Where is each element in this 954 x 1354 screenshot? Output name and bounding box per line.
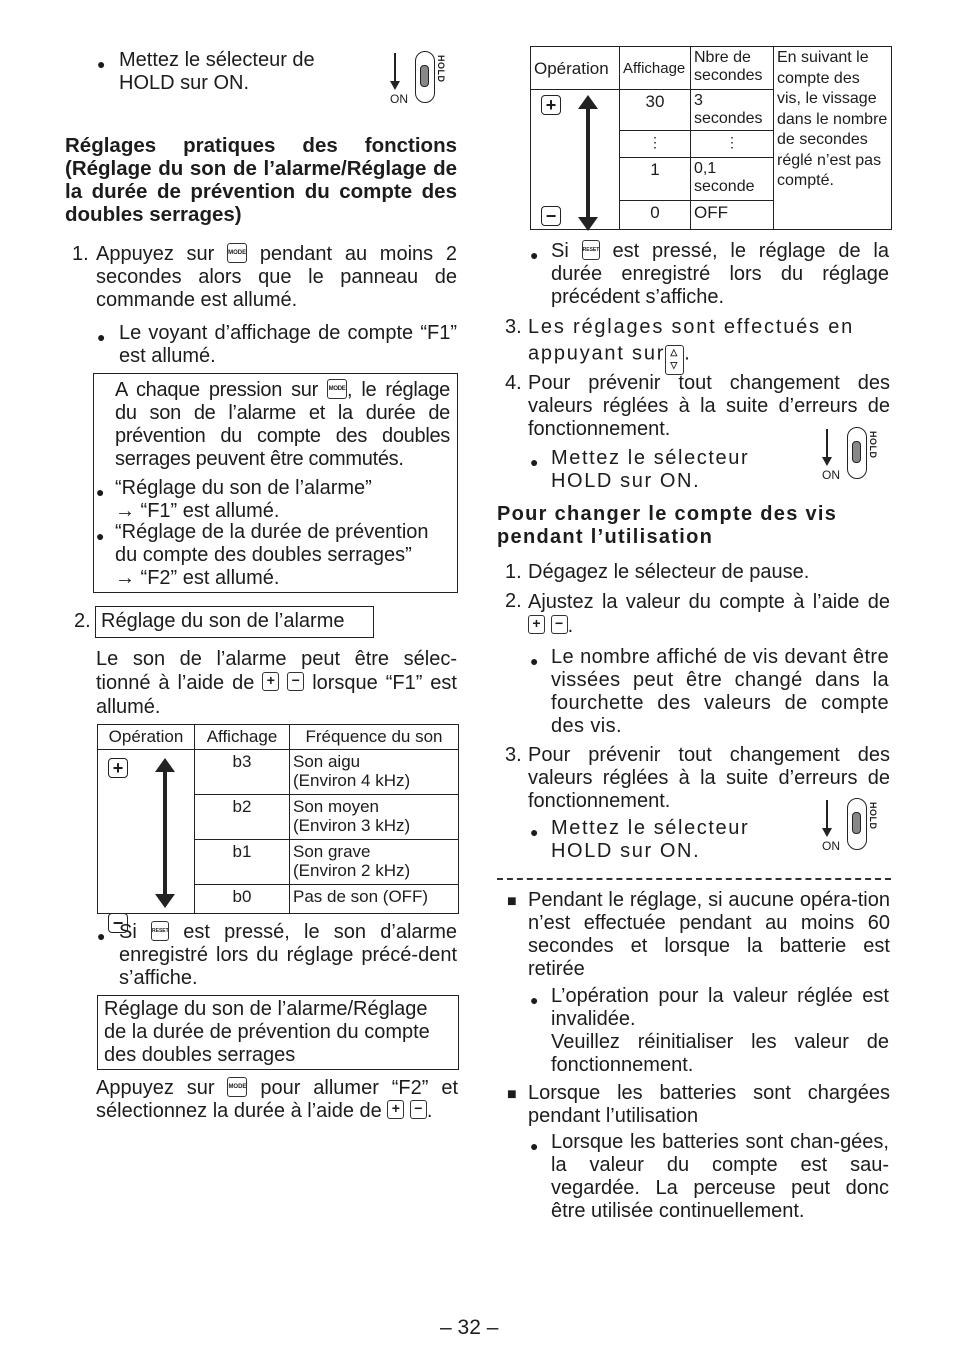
square-bullet-icon: ■ xyxy=(507,1086,517,1103)
note-battery-bullet: Lorsque les batteries sont chan-gées, la valeur du compte est sau-vegardée. La perceuse peut donc être utilisée continuellement. xyxy=(551,1131,889,1222)
table-cell: 0 xyxy=(620,201,691,230)
on-label: ON xyxy=(390,92,408,106)
table-note: En suivant le compte des vis, le vissage dans le nombre de secondes réglé n’est pas compté. xyxy=(774,47,892,230)
s2-bullet: Le nombre affiché de vis devant être vissées peut être changé dans la fourchette des valeurs de compte des vis. xyxy=(551,646,889,737)
s2-text: Ajustez la valeur du compte à l’aide de + − . xyxy=(528,591,890,637)
table-cell: b1 xyxy=(195,840,290,885)
table-cell: b2 xyxy=(195,795,290,840)
step-number: 3. xyxy=(505,744,522,766)
table-cell: OFF xyxy=(691,201,774,230)
bullet-icon: ● xyxy=(530,454,539,470)
hold-label: HOLD xyxy=(868,802,878,830)
on-label: ON xyxy=(822,839,840,853)
on-label: ON xyxy=(822,468,840,482)
minus-key-icon: − xyxy=(287,672,304,691)
up-down-arrow-icon xyxy=(573,95,603,231)
up-down-key-icon: △ ▽ xyxy=(665,345,684,375)
square-bullet-icon: ■ xyxy=(507,893,517,910)
bullet-icon: ● xyxy=(96,484,105,500)
hold-switch-icon xyxy=(390,51,454,107)
table-cell: Son aigu (Environ 4 kHz) xyxy=(290,750,459,795)
info-box-text: A chaque pression sur MODE, le réglage du son de l’alarme et la durée de prévention du compte des doubles serrages peuvent être commutés. xyxy=(115,379,450,470)
note-battery: Lorsque les batteries sont chargées pendant l’utilisation xyxy=(528,1082,890,1127)
mode-key-icon: MODE xyxy=(327,379,347,399)
reset-note-right: Si RESET est pressé, le réglage de la durée enregistré lors du réglage précédent s’affiche. xyxy=(551,240,890,308)
minus-key-icon: − xyxy=(410,1100,427,1119)
note-inactivity: Pendant le réglage, si aucune opéra-tion n’est effectuée pendant au moins 60 secondes et lorsque la batterie est retirée xyxy=(528,889,890,980)
step2-label: Réglage du son de l’alarme xyxy=(101,610,345,632)
plus-key-icon: + xyxy=(528,615,545,634)
up-down-arrow-icon xyxy=(150,758,180,908)
dashed-divider xyxy=(497,878,891,880)
table-header: Affichage xyxy=(620,47,691,90)
step-number: 2. xyxy=(74,610,91,632)
table-cell: 30 xyxy=(620,90,691,131)
setting-box-text: Réglage du son de l’alarme/Réglage de la durée de prévention du compte des doubles serrages xyxy=(104,998,430,1066)
info-box-item-f2: “Réglage de la durée de prévention du compte des doubles serrages” → “F2” est allumé. xyxy=(115,521,429,589)
table-cell: 1 xyxy=(620,158,691,201)
hold-instruction: Mettez le sélecteur HOLD sur ON. xyxy=(551,817,750,862)
final-instruction: Appuyez sur MODE pour allumer “F2” et sélectionnez la durée à l’aide de + − . xyxy=(96,1077,458,1122)
bullet-icon: ● xyxy=(97,329,106,345)
table-cell: 3 secondes xyxy=(691,90,774,131)
bullet-icon: ● xyxy=(97,928,106,944)
plus-key-icon: + xyxy=(541,95,561,115)
table-header: Affichage xyxy=(195,725,290,750)
s1-text: Dégagez le sélecteur de pause. xyxy=(528,561,810,583)
step3-text: Les réglages sont effectués en appuyant sur △ ▽ . xyxy=(528,316,890,369)
mode-key-icon: MODE xyxy=(227,243,247,263)
hold-label: HOLD xyxy=(436,55,446,83)
step-number: 1. xyxy=(72,243,89,265)
step4-text: Pour prévenir tout changement des valeurs réglées à la suite d’erreurs de fonctionnement. xyxy=(528,372,890,440)
plus-key-icon: + xyxy=(262,672,279,691)
hold-label: HOLD xyxy=(868,431,878,459)
reset-key-icon: RESET xyxy=(582,240,600,260)
section-heading-2: Pour changer le compte des vis pendant l’utilisation xyxy=(497,503,838,548)
table-cell: Pas de son (OFF) xyxy=(290,885,459,914)
step-number: 3. xyxy=(505,316,522,338)
hold-instruction: Mettez le sélecteur HOLD sur ON. xyxy=(551,447,750,492)
step-number: 2. xyxy=(505,590,522,612)
step1-text: Appuyez sur MODE pendant au moins 2 secondes alors que le panneau de commande est allumé. xyxy=(96,243,458,311)
table-header: Opération xyxy=(531,47,620,90)
s3-text: Pour prévenir tout changement des valeurs réglées à la suite d’erreurs de fonctionnement. xyxy=(528,744,890,812)
step1-bullet: Le voyant d’affichage de compte “F1” est allumé. xyxy=(119,322,457,367)
plus-key-icon: + xyxy=(108,758,128,778)
table-header: Opération xyxy=(98,725,195,750)
reset-note: Si RESET est pressé, le son d’alarme enregistré lors du réglage précé-dent s’affiche. xyxy=(119,921,457,989)
bullet-icon: ● xyxy=(96,528,105,544)
step-number: 4. xyxy=(505,372,522,394)
minus-key-icon: − xyxy=(551,615,568,634)
minus-key-icon: − xyxy=(541,206,561,226)
bullet-icon: ● xyxy=(530,653,539,669)
table-cell: Son grave (Environ 2 kHz) xyxy=(290,840,459,885)
section-heading: Réglages pratiques des fonctions (Réglage du son de l’alarme/Réglage de la durée de prévention du compte des doubles serrages) xyxy=(65,134,457,226)
duration-table xyxy=(530,46,892,230)
step-number: 1. xyxy=(505,561,522,583)
mode-key-icon: MODE xyxy=(227,1077,247,1097)
bullet-icon: ● xyxy=(97,56,106,72)
minus-key-icon: − xyxy=(108,913,128,933)
plus-key-icon: + xyxy=(387,1100,404,1119)
table-cell: ⋮ xyxy=(691,131,774,158)
table-cell: 0,1 seconde xyxy=(691,158,774,201)
table-cell: b3 xyxy=(195,750,290,795)
bullet-icon: ● xyxy=(530,1138,539,1154)
table-header: Nbre de secondes xyxy=(691,47,774,90)
reset-key-icon: RESET xyxy=(151,921,169,941)
note-inactivity-bullet: L’opération pour la valeur réglée est invalidée. Veuillez réinitialiser les valeur de fonctionnement. xyxy=(551,985,889,1076)
operation-cell xyxy=(531,90,620,230)
hold-instruction: Mettez le sélecteur de HOLD sur ON. xyxy=(119,49,315,94)
table-header: Fréquence du son xyxy=(290,725,459,750)
table-cell: ⋮ xyxy=(620,131,691,158)
info-box-item-f1: “Réglage du son de l’alarme” → “F1” est allumé. xyxy=(115,477,372,522)
bullet-icon: ● xyxy=(530,824,539,840)
table-cell: Son moyen (Environ 3 kHz) xyxy=(290,795,459,840)
bullet-icon: ● xyxy=(530,247,539,263)
table-cell: b0 xyxy=(195,885,290,914)
hold-switch-icon xyxy=(822,798,886,854)
bullet-icon: ● xyxy=(530,992,539,1008)
hold-switch-icon xyxy=(822,427,886,483)
page-number: – 32 – xyxy=(440,1316,499,1339)
step2-text: Le son de l’alarme peut être sélec-tionné à l’aide de + − lorsque “F1” est allumé. xyxy=(96,648,457,718)
